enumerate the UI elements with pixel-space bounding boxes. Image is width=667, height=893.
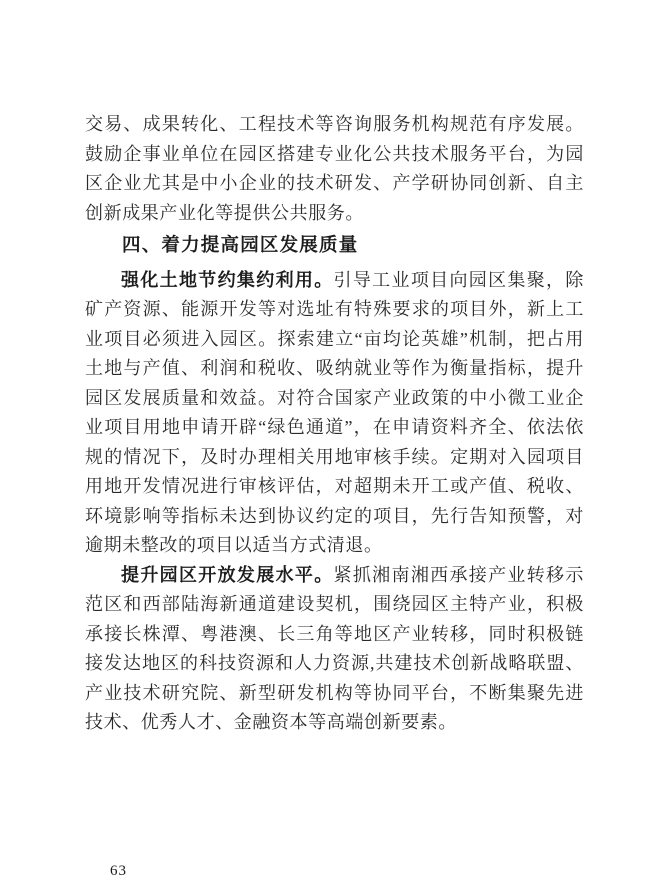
paragraph-continuation: 交易、成果转化、工程技术等咨询服务机构规范有序发展。鼓励企事业单位在园区搭建专业化公共技术服务平台，为园区企业尤其是中小企业的技术研发、产学研协同创新、自主创新成果产业化等提供公共服务。 (85, 114, 584, 223)
paragraph-open-development-lead: 提升园区开放发展水平。 (121, 564, 334, 585)
paragraph-land-use-body: 引导工业项目向园区集聚，除矿产资源、能源开发等对选址有特殊要求的项目外，新上工业项目必须进入园区。探索建立“亩均论英雄”机制，把占用土地与产值、利润和税收、吸纳就业等作为衡量指标，提升园区发展质量和效益。对符合国家产业政策的中小微工业企业项目用地申请开辟“绿色通道”，在申请资料齐全、依法依规的情况下，及时办理相关用地审核手续。定期对入园项目用地开发情况进行审核评估，对超期未开工或产值、税收、环境影响等指标未达到协议约定的项目，先行告知预警，对逾期未整改的项目以适当方式清退。 (85, 269, 584, 555)
text-block (85, 110, 584, 738)
paragraph-land-use-lead: 强化土地节约集约利用。 (121, 269, 334, 290)
paragraph-open-development-body: 紧抓湘南湘西承接产业转移示范区和西部陆海新通道建设契机，围绕园区主特产业，积极承接长株潭、粤港澳、长三角等地区产业转移，同时积极链接发达地区的科技资源和人力资源,共建技术创新战略联盟、产业技术研究院、新型研发机构等协同平台，不断集聚先进技术、优秀人才、金融资本等高端创新要素。 (85, 564, 584, 732)
section-heading: 四、着力提高园区发展质量 (122, 236, 359, 256)
paragraph-open-development (85, 561, 584, 738)
paragraph-land-use (85, 266, 584, 561)
page-number: 63 (110, 863, 127, 879)
